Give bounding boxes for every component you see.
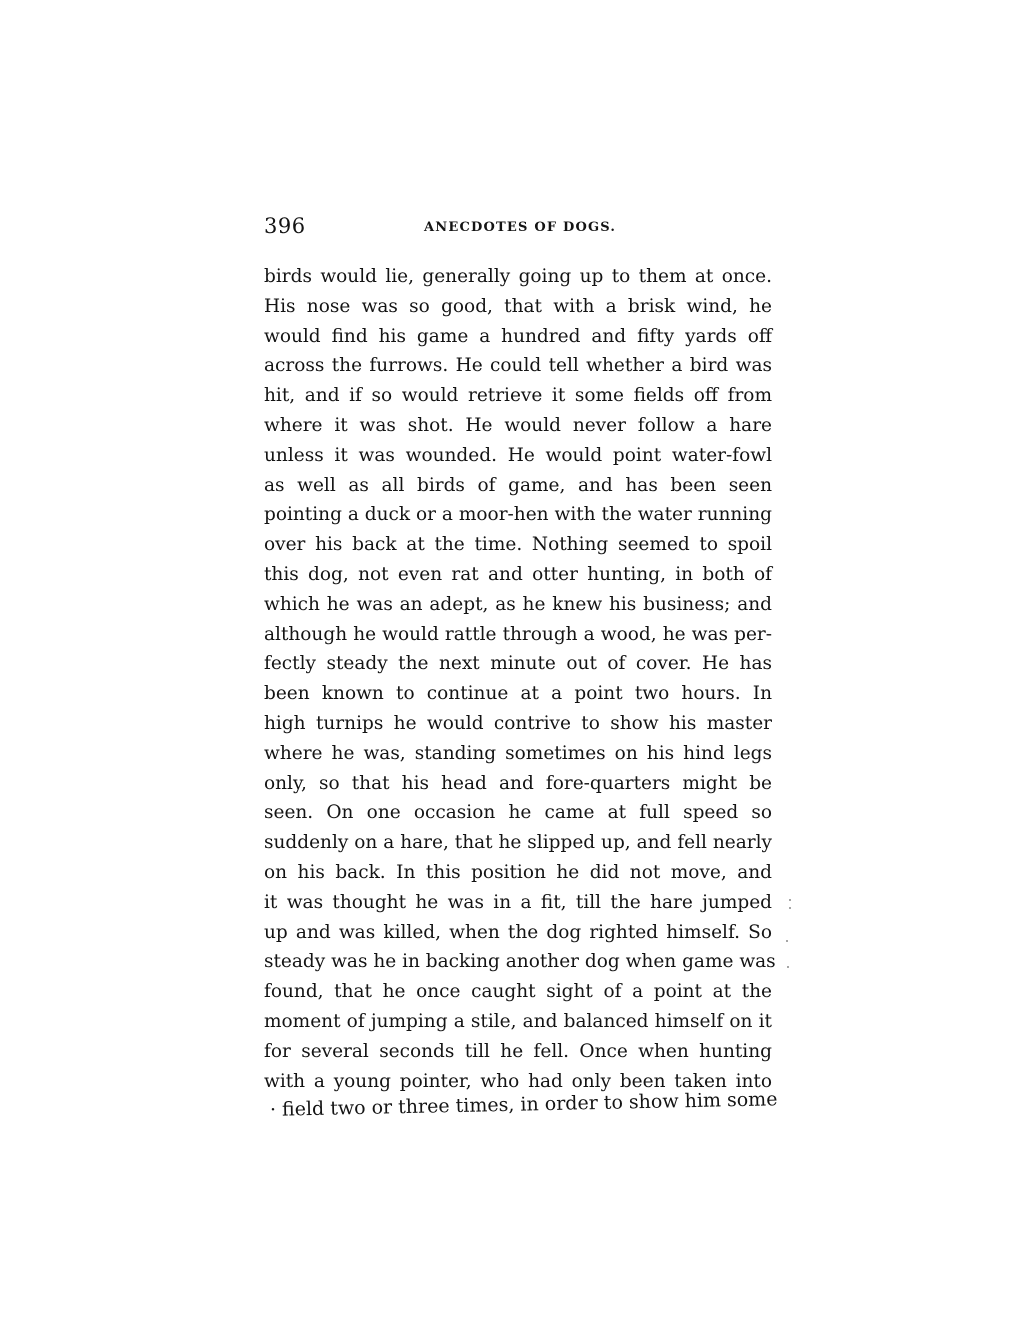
text-line: with a young pointer, who had only been taken into: [264, 1070, 772, 1092]
text-line: across the furrows. He could tell whether a bird was: [264, 355, 772, 377]
text-line: steady was he in backing another dog when game was: [264, 951, 776, 973]
text-line: suddenly on a hare, that he slipped up, and fell nearly: [264, 832, 772, 854]
text-line: would find his game a hundred and fifty yards off: [264, 325, 772, 347]
running-head: ANECDOTES OF DOGS.: [424, 220, 617, 235]
scan-speck: [786, 940, 788, 942]
page-number: 396: [264, 214, 306, 238]
text-line: moment of jumping a stile, and balanced himself on it: [264, 1010, 772, 1032]
text-line: only, so that his head and fore-quarters might be: [264, 772, 772, 794]
text-line: pointing a duck or a moor-hen with the water running: [264, 504, 772, 526]
text-line: although he would rattle through a wood, he was per-: [264, 623, 772, 645]
page-header: [264, 214, 784, 244]
text-line: this dog, not even rat and otter hunting, in both of: [264, 563, 772, 585]
body-text: [264, 262, 778, 1126]
text-line: been known to continue at a point two hours. In: [264, 683, 772, 705]
text-line: seen. On one occasion he came at full speed so: [264, 802, 772, 824]
text-line: which he was an adept, as he knew his business; and: [264, 593, 772, 615]
text-line: high turnips he would contrive to show his master: [264, 712, 772, 734]
text-line: unless it was wounded. He would point water-fowl: [264, 444, 772, 466]
text-line: fectly steady the next minute out of cover. He has: [264, 653, 772, 675]
scan-speck: [787, 966, 789, 968]
text-line: His nose was so good, that with a brisk wind, he: [264, 295, 772, 317]
text-line: where he was, standing sometimes on his hind legs: [264, 742, 772, 764]
text-line: up and was killed, when the dog righted himself. So: [264, 921, 772, 943]
scan-speck: [789, 899, 791, 901]
text-line: it was thought he was in a fit, till the hare jumped: [264, 891, 772, 913]
text-line: on his back. In this position he did not move, and: [264, 861, 772, 883]
scan-speck: [789, 907, 791, 909]
text-line: where it was shot. He would never follow a hare: [264, 414, 772, 436]
text-line-last: · field two or three times, in order to show him some: [269, 1088, 778, 1122]
text-line: for several seconds till he fell. Once when hunting: [264, 1040, 772, 1062]
text-line: as well as all birds of game, and has been seen: [264, 474, 772, 496]
text-line: found, that he once caught sight of a point at the: [264, 981, 772, 1003]
text-line: hit, and if so would retrieve it some fields off from: [264, 385, 772, 407]
text-line: birds would lie, generally going up to them at once.: [264, 266, 772, 287]
text-line: over his back at the time. Nothing seemed to spoil: [264, 534, 772, 556]
